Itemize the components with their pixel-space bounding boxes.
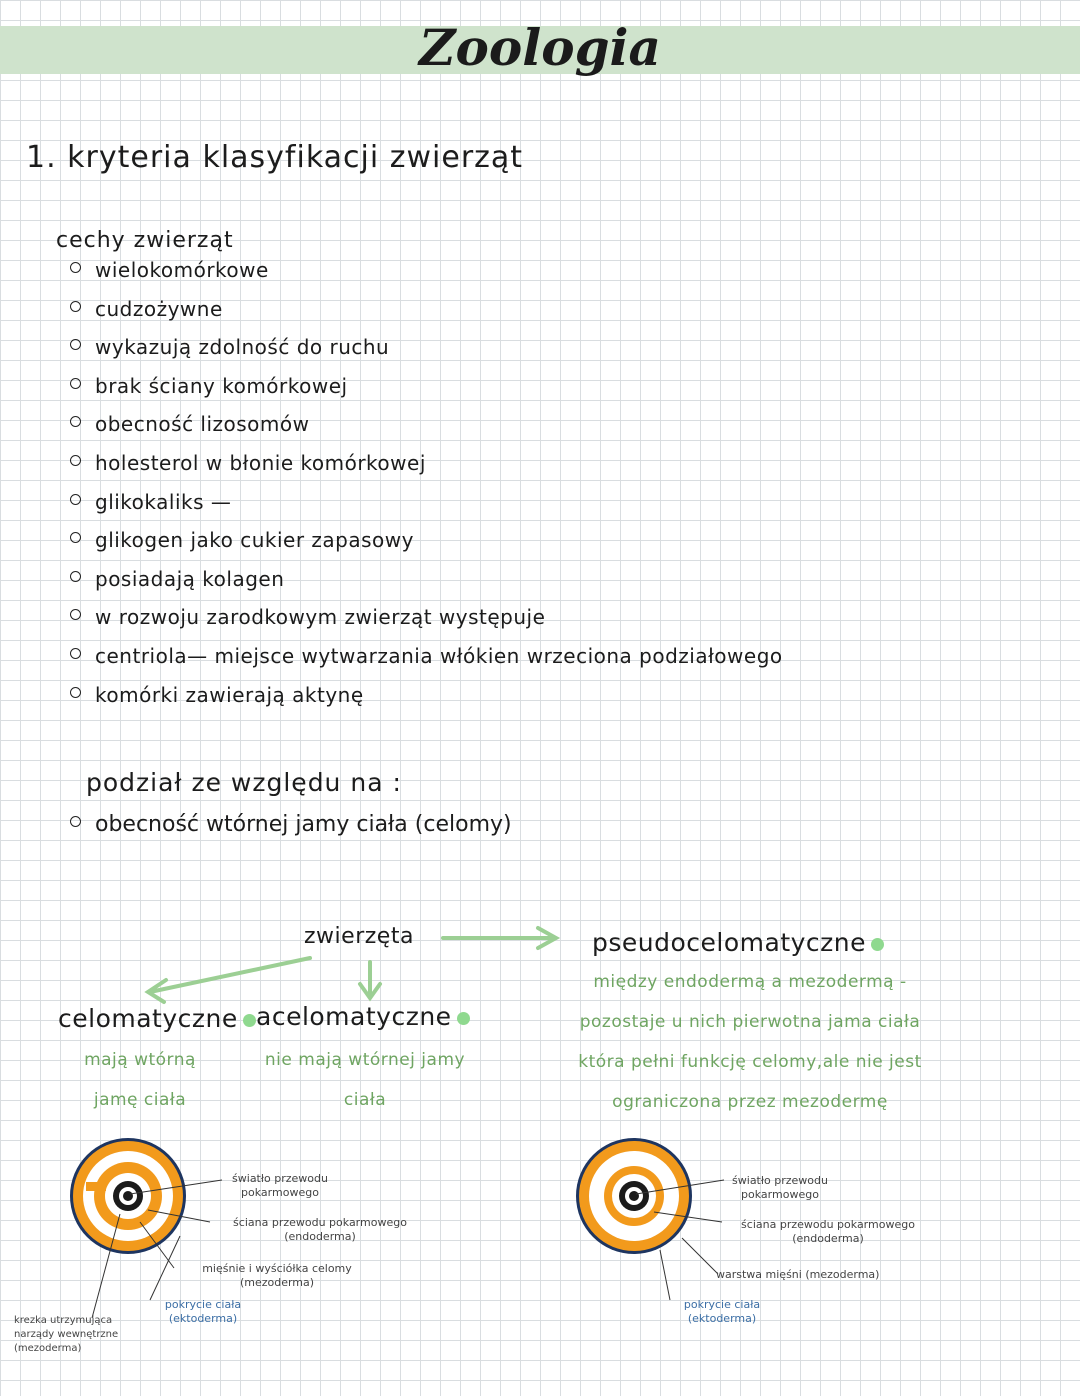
acelomatic-label: acelomatyczne [256, 1002, 470, 1031]
arrow-down-icon [360, 962, 380, 998]
list-item: posiadają kolagen [70, 567, 783, 606]
green-dot-icon [871, 938, 884, 951]
list-item: cudzożywne [70, 297, 783, 336]
list-item: komórki zawierają aktynę [70, 683, 783, 722]
green-dot-icon [457, 1012, 470, 1025]
cross-section-right [576, 1138, 692, 1254]
left-wall-label: ściana przewodu pokarmowego (endoderma) [233, 1216, 407, 1243]
page-title: Zoologia [419, 18, 661, 77]
division-heading: podział ze względu na : [86, 768, 402, 797]
right-body-cover-label: pokrycie ciała (ektoderma) [683, 1298, 761, 1325]
list-item: obecność lizosomów [70, 412, 783, 451]
pseudocelomatic-label: pseudocelomatyczne [592, 928, 884, 957]
celomatic-label: celomatyczne [58, 1004, 256, 1033]
right-wall-label: ściana przewodu pokarmowego (endoderma) [741, 1218, 915, 1245]
section-number: 1. [26, 140, 57, 175]
pseudocelomatic-note: między endodermą a mezodermą - pozostaje u nich pierwotna jama ciała która pełni funkcję celomy,ale nie jest ograniczona przez mezodermę [578, 972, 922, 1112]
celomatic-note: mają wtórną jamę ciała [84, 1050, 196, 1110]
list-item: centriola— miejsce wytwarzania włókien wrzeciona podziałowego [70, 644, 783, 683]
list-item: wykazują zdolność do ruchu [70, 335, 783, 374]
arrow-right-icon [443, 928, 556, 948]
division-item: obecność wtórnej jamy ciała (celomy) [70, 812, 512, 837]
left-muscles-label: mięśnie i wyściółka celomy (mezoderma) [202, 1262, 352, 1289]
list-item: glikogen jako cukier zapasowy [70, 528, 783, 567]
list-item: brak ściany komórkowej [70, 374, 783, 413]
left-body-cover-label: pokrycie ciała (ektoderma) [164, 1298, 242, 1325]
right-muscle-label: warstwa mięśni (mezoderma) [716, 1268, 880, 1281]
green-dot-icon [243, 1014, 256, 1027]
list-item: w rozwoju zarodkowym zwierząt występuje [70, 605, 783, 644]
right-lumen-label: światło przewodu pokarmowego [732, 1174, 828, 1201]
section-title: kryteria klasyfikacji zwierząt [67, 140, 524, 175]
features-heading: cechy zwierząt [56, 228, 234, 253]
list-item: wielokomórkowe [70, 258, 783, 297]
list-item: glikokaliks — [70, 490, 783, 529]
arrow-left-icon [148, 958, 310, 1002]
left-lumen-label: światło przewodu pokarmowego [232, 1172, 328, 1199]
left-mesentery-label: krezka utrzymująca narządy wewnętrzne (mezoderma) [14, 1315, 119, 1354]
acelomatic-note: nie mają wtórnej jamy ciała [264, 1050, 466, 1110]
cross-section-left [70, 1138, 186, 1254]
list-item: holesterol w błonie komórkowej [70, 451, 783, 490]
diagram-root: zwierzęta [304, 924, 414, 949]
